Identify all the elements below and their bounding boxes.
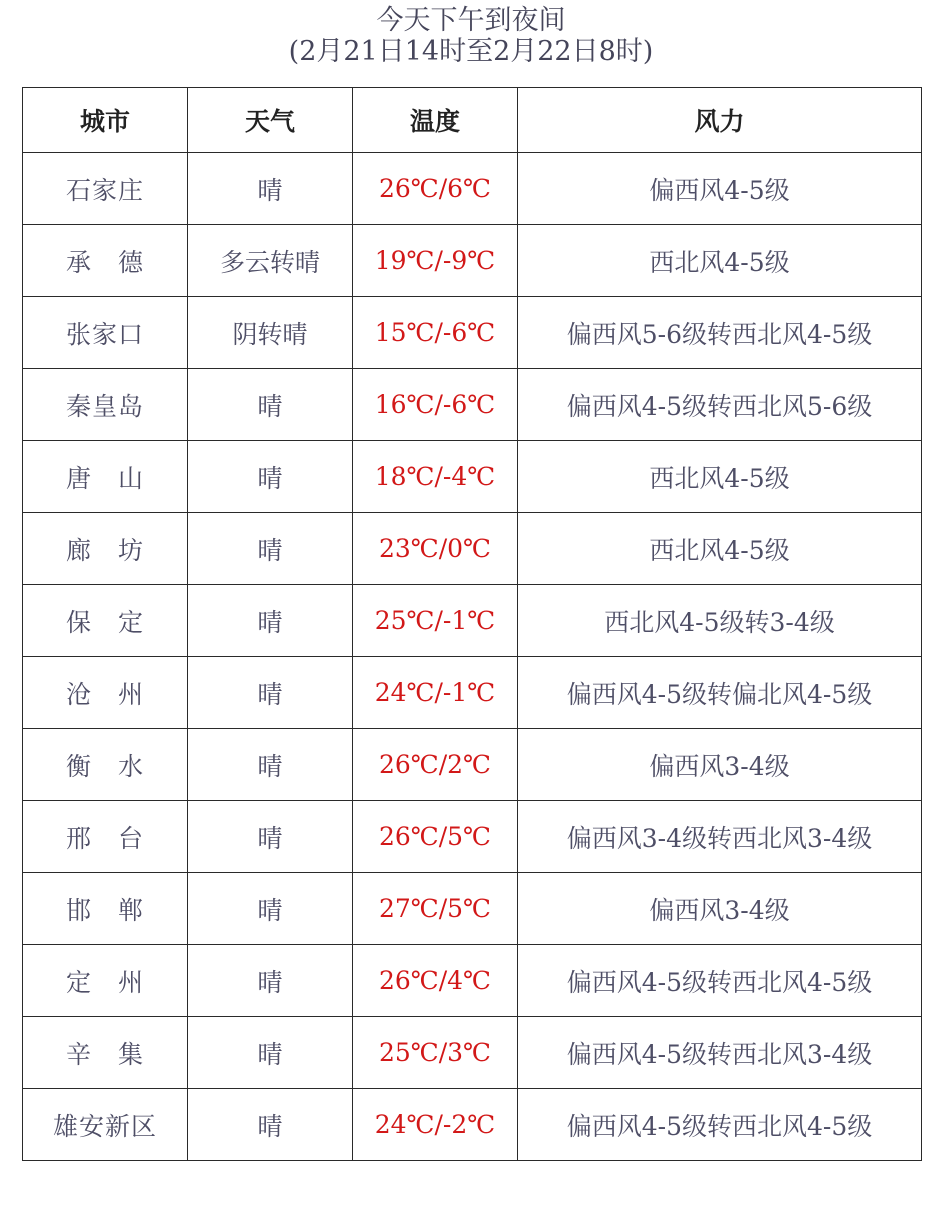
- cell-wind: 偏西风3-4级: [518, 729, 922, 801]
- cell-city: 张家口: [23, 297, 188, 369]
- cell-city: 保 定: [23, 585, 188, 657]
- table-row: [23, 369, 922, 441]
- cell-wind: 西北风4-5级: [518, 513, 922, 585]
- cell-wind: 偏西风3-4级: [518, 873, 922, 945]
- table-row: [23, 873, 922, 945]
- cell-temperature: 26℃/5℃: [353, 801, 518, 873]
- cell-weather: 晴: [188, 441, 353, 513]
- cell-weather: 晴: [188, 1017, 353, 1089]
- weather-forecast-table: [22, 87, 922, 1161]
- cell-temperature: 27℃/5℃: [353, 873, 518, 945]
- header-temperature: 温度: [353, 88, 518, 153]
- cell-weather: 晴: [188, 801, 353, 873]
- cell-wind: 偏西风5-6级转西北风4-5级: [518, 297, 922, 369]
- cell-temperature: 25℃/-1℃: [353, 585, 518, 657]
- cell-wind: 偏西风4-5级转西北风4-5级: [518, 1089, 922, 1161]
- header-wind: 风力: [518, 88, 922, 153]
- table-row: [23, 297, 922, 369]
- cell-weather: 晴: [188, 513, 353, 585]
- cell-temperature: 23℃/0℃: [353, 513, 518, 585]
- cell-city: 唐 山: [23, 441, 188, 513]
- table-row: [23, 585, 922, 657]
- cell-wind: 西北风4-5级转3-4级: [518, 585, 922, 657]
- cell-wind: 偏西风4-5级转偏北风4-5级: [518, 657, 922, 729]
- cell-city: 衡 水: [23, 729, 188, 801]
- table-row: [23, 801, 922, 873]
- cell-city: 廊 坊: [23, 513, 188, 585]
- table-row: [23, 225, 922, 297]
- cell-weather: 阴转晴: [188, 297, 353, 369]
- cell-wind: 偏西风3-4级转西北风3-4级: [518, 801, 922, 873]
- page-title: 今天下午到夜间: [376, 5, 566, 36]
- cell-weather: 晴: [188, 369, 353, 441]
- table-row: [23, 1017, 922, 1089]
- cell-city: 石家庄: [23, 153, 188, 225]
- cell-wind: 偏西风4-5级转西北风3-4级: [518, 1017, 922, 1089]
- table-row: [23, 441, 922, 513]
- cell-wind: 西北风4-5级: [518, 441, 922, 513]
- cell-weather: 晴: [188, 729, 353, 801]
- header-weather: 天气: [188, 88, 353, 153]
- cell-city: 辛 集: [23, 1017, 188, 1089]
- cell-city: 邯 郸: [23, 873, 188, 945]
- table-row: [23, 945, 922, 1017]
- table-row: [23, 729, 922, 801]
- cell-weather: 晴: [188, 153, 353, 225]
- cell-temperature: 26℃/6℃: [353, 153, 518, 225]
- cell-city: 邢 台: [23, 801, 188, 873]
- cell-weather: 晴: [188, 657, 353, 729]
- header-city: 城市: [23, 88, 188, 153]
- cell-weather: 多云转晴: [188, 225, 353, 297]
- table-header-row: [23, 88, 922, 153]
- cell-city: 定 州: [23, 945, 188, 1017]
- cell-temperature: 16℃/-6℃: [353, 369, 518, 441]
- cell-temperature: 26℃/4℃: [353, 945, 518, 1017]
- cell-city: 承 德: [23, 225, 188, 297]
- cell-wind: 偏西风4-5级转西北风5-6级: [518, 369, 922, 441]
- cell-temperature: 26℃/2℃: [353, 729, 518, 801]
- cell-wind: 西北风4-5级: [518, 225, 922, 297]
- cell-temperature: 19℃/-9℃: [353, 225, 518, 297]
- cell-temperature: 15℃/-6℃: [353, 297, 518, 369]
- cell-weather: 晴: [188, 945, 353, 1017]
- cell-city: 沧 州: [23, 657, 188, 729]
- cell-weather: 晴: [188, 585, 353, 657]
- table-row: [23, 1089, 922, 1161]
- table-row: [23, 153, 922, 225]
- table-row: [23, 657, 922, 729]
- cell-temperature: 18℃/-4℃: [353, 441, 518, 513]
- cell-wind: 偏西风4-5级: [518, 153, 922, 225]
- cell-city: 雄安新区: [23, 1089, 188, 1161]
- table-row: [23, 513, 922, 585]
- cell-wind: 偏西风4-5级转西北风4-5级: [518, 945, 922, 1017]
- cell-temperature: 24℃/-1℃: [353, 657, 518, 729]
- cell-weather: 晴: [188, 873, 353, 945]
- page-subtitle-time-range: (2月21日14时至2月22日8时): [288, 36, 654, 67]
- cell-temperature: 25℃/3℃: [353, 1017, 518, 1089]
- cell-weather: 晴: [188, 1089, 353, 1161]
- cell-city: 秦皇岛: [23, 369, 188, 441]
- cell-temperature: 24℃/-2℃: [353, 1089, 518, 1161]
